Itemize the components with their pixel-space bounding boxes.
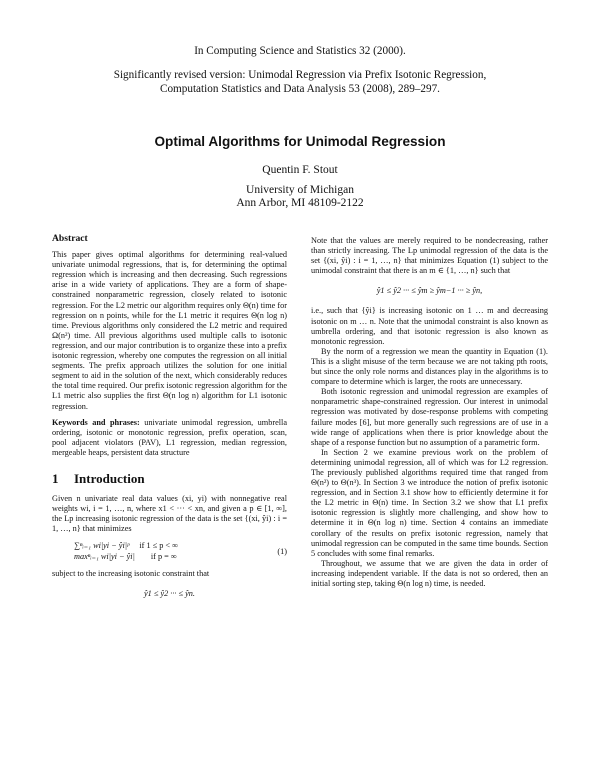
right-paragraph-5: In Section 2 we examine previous work on the problem of determining unimodal regression, all of which was for L2 regression. The previously published algorithms required time that ranged from Θ(n²) to Θ(n³). In Section 3 we introduce the notion of prefix isotonic regression, and in Section 3.1 show how to efficiently determine it for the L2 metric in Θ(n) time. In Section 3.2 we show that L1 prefix isotonic regression is slightly more challenging, and show how to determine it in Θ(n log n) time. Section 4 contains an immediate corollary of the results on prefix isotonic regression, namely that unimodal regression can be computed in the same time bounds. Section 5 concludes with some final remarks. <box>311 447 548 558</box>
equation-3: ŷ1 ≤ ŷ2 ··· ≤ ŷm ≥ ŷm−1 ··· ≥ ŷn, <box>376 286 483 296</box>
right-paragraph-6: Throughout, we assume that we are given the data in order of increasing independent variable. If the data is not so ordered, then an initial sorting step, taking Θ(n log n) time, is needed. <box>311 558 548 588</box>
right-paragraph-1: Note that the values are merely required to be nondecreasing, rather than strictly increasing. The Lp unimodal regression of the data is the set {(xi, ŷi) : i = 1, …, n} that minimizes Equation (1) subject to the unimodal constraint that there is an m ∈ {1, …, n} such that <box>311 236 548 276</box>
right-paragraph-4: Both isotonic regression and unimodal regression are examples of nonparametric shape-constrained regression. Our interest in unimodal regression was motivated by dose-response problems with competing failure modes [6], but more generally such regressions are of use in a wide range of applications when there is prior knowledge about the shape of a response function but no assumption of a parametric form. <box>311 387 548 447</box>
author-address: Ann Arbor, MI 48109-2122 <box>236 197 364 209</box>
author-affiliation: University of Michigan <box>246 184 354 196</box>
abstract-heading: Abstract <box>52 233 88 244</box>
eq1-max: maxⁿᵢ₌₁ wi|yi − ŷi| <box>74 551 135 561</box>
eq1-sum: ∑ⁿᵢ₌₁ wi|yi − ŷi|ᵖ <box>74 541 130 551</box>
right-column <box>311 236 548 589</box>
intro-paragraph-2: subject to the increasing isotonic constraint that <box>52 568 210 578</box>
revision-citation: Computation Statistics and Data Analysis 53 (2008), 289–297. <box>160 83 440 95</box>
keywords-label: Keywords and phrases: <box>52 417 140 427</box>
publication-note: In Computing Science and Statistics 32 (2000). <box>194 45 406 57</box>
right-paragraph-3: By the norm of a regression we mean the quantity in Equation (1). This is a slight misuse of the term because we are not taking pth roots, but since the only role norms and distances play in the algorithms is to compare to determine which is larger, the roots are unnecessary. <box>311 346 548 387</box>
paper-title: Optimal Algorithms for Unimodal Regression <box>154 134 446 149</box>
eq1-cond-1: if 1 ≤ p < ∞ <box>139 541 179 551</box>
eq1-cond-2: if p = ∞ <box>150 551 177 561</box>
left-column <box>52 234 287 609</box>
section-number: 1 <box>52 470 59 486</box>
abstract-body: This paper gives optimal algorithms for determining real-valued univariate unimodal regressions, that is, for determining the optimal regression which is increasing and then decreasing. Such regressions arise in a wide variety of applications. They are a form of shape-constrained nonparametric regression, closely related to isotonic regression. For the L2 metric our algorithm requires only Θ(n) time for regression on n points, while for the L1 metric it requires Θ(n log n) time. Previous algorithms only considered the L2 metric and required Ω(n²) time. All previous algorithms used multiple calls to isotonic regression, and our major contribution is to organize these into a prefix isotonic regression, whereby one computes the regression on all initial segments. The prefix approach utilizes the solution for one initial segment to aid in the solution of the next, which considerably reduces the total time required. Our prefix isotonic regression algorithm for the L1 metric also supplies the first Θ(n log n) algorithm for L1 isotonic regression. <box>52 250 287 411</box>
keywords <box>52 418 287 458</box>
keywords-text: univariate unimodal regression, umbrella ordering, isotonic or monotonic regression, prefix operation, scan, pool adjacent violators (PAV), L1 regression, median regression, mergeable heaps, persistent data structure <box>52 417 287 457</box>
revision-note: Significantly revised version: Unimodal Regression via Prefix Isotonic Regression, <box>113 69 487 81</box>
equation-1-number: (1) <box>277 546 287 556</box>
author-name: Quentin F. Stout <box>262 164 338 176</box>
equation-1 <box>52 541 287 561</box>
equation-1-cases <box>74 541 178 561</box>
section-title: Introduction <box>74 470 145 486</box>
equation-2: ŷ1 ≤ ŷ2 ··· ≤ ŷn. <box>144 588 195 598</box>
intro-paragraph-1: Given n univariate real data values (xi, yi) with nonnegative real weights wi, i = 1, …, n, where x1 < ··· < xn, and given a p ∈ [1, ∞], the Lp increasing isotonic regression of the data is the set {(xi, ŷi) : i = 1, …, n} that minimizes <box>52 494 287 534</box>
section-heading-introduction <box>52 470 287 486</box>
right-paragraph-2: i.e., such that {ŷi} is increasing isotonic on 1 … m and decreasing isotonic on m … n. Note that the unimodal constraint is also known as umbrella ordering, and that isotonic regression is also known as monotonic regression. <box>311 306 548 346</box>
